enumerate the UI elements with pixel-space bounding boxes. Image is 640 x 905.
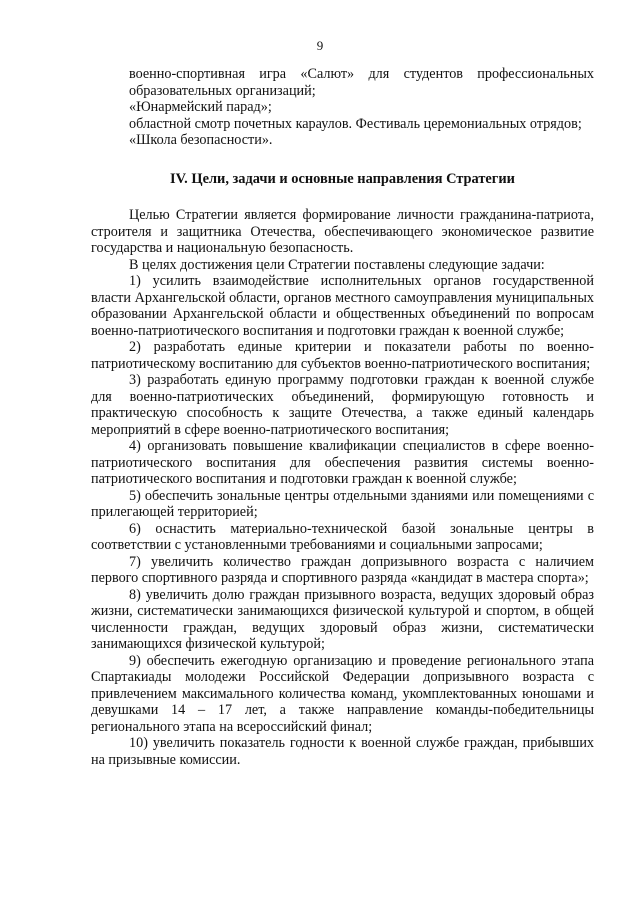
item-number: 6) xyxy=(129,520,141,537)
item-number: 3) xyxy=(129,372,141,388)
item-number: 7) xyxy=(129,553,141,570)
intro-line: областной смотр почетных караулов. Фестиваль церемониальных отрядов; xyxy=(129,115,582,132)
list-item xyxy=(91,339,594,372)
list-item xyxy=(91,273,594,339)
item-number: 1) xyxy=(129,273,141,289)
paragraph: В целях достижения цели Стратегии поставлены следующие задачи: xyxy=(129,256,545,273)
list-item xyxy=(91,587,594,653)
intro-line: «Юнармейский парад»; xyxy=(129,99,272,115)
item-text: увеличить долю граждан призывного возраста, ведущих здоровый образ жизни, систематически занимающихся физической культурой и спортом, в общей численности граждан, ведущих здоровый образ жизни, систематически занимающихся физической культурой; xyxy=(91,586,594,652)
item-text: оснастить материально-технической базой зональные центры в соответствии с установленными требованиями и социальными запросами; xyxy=(91,520,594,553)
item-text: усилить взаимодействие исполнительных органов государственной власти Архангельской области, органов местного самоуправления муниципальных образовании Архангельской области и общественных объединений по вопросам военно-патриотического воспитания и подготовки граждан к военной службе; xyxy=(91,273,594,339)
item-number: 8) xyxy=(129,586,141,603)
intro-line: «Школа безопасности». xyxy=(129,132,273,148)
list-item xyxy=(91,554,594,587)
intro-line: военно-спортивная игра «Салют» для студентов профессиональных образовательных организаций; xyxy=(129,66,594,99)
item-text: разработать единую программу подготовки граждан к военной службе для военно-патриотических объединений, формирующую готовность и практическую способность к защите Отечества, а также единый календарь мероприятий в сфере военно-патриотического воспитания; xyxy=(91,372,594,438)
list-item xyxy=(91,735,594,768)
item-number: 10) xyxy=(129,735,148,751)
item-text: обеспечить зональные центры отдельными зданиями или помещениями с прилегающей территорией; xyxy=(91,487,594,520)
list-item xyxy=(91,488,594,521)
list-item xyxy=(91,521,594,554)
page-number: 9 xyxy=(316,38,324,53)
list-item xyxy=(91,438,594,488)
item-text: увеличить количество граждан допризывного возраста с наличием первого спортивного разряда и спортивного разряда «кандидат в мастера спорта»; xyxy=(91,553,595,586)
item-text: увеличить показатель годности к военной службе граждан, прибывших на призывные комиссии. xyxy=(91,735,595,768)
item-text: обеспечить ежегодную организацию и проведение регионального этапа Спартакиады молодежи Российской Федерации допризывного возраста с привлечением максимального количества команд, укомплектованных юношами и девушками 14 – 17 лет, а также направление команды-победительницы регионального этапа на всероссийский финал; xyxy=(91,652,595,735)
tasks-list xyxy=(91,273,594,768)
item-number: 2) xyxy=(129,339,141,355)
item-number: 9) xyxy=(129,652,141,669)
paragraph: Целью Стратегии является формирование личности гражданина-патриота, строителя и защитника Отечества, обеспечивающего экономическое развитие государства и национальную безопасность. xyxy=(91,207,594,256)
item-number: 4) xyxy=(129,438,141,454)
list-item xyxy=(91,653,594,736)
document-body xyxy=(91,66,594,768)
item-text: организовать повышение квалификации специалистов в сфере военно-патриотического воспитания для обеспечения развития системы военно-патриотического воспитания и подготовки граждан к военной службе; xyxy=(91,438,594,487)
item-text: разработать единые критерии и показатели работы по военно-патриотическому воспитанию для субъектов военно-патриотического воспитания; xyxy=(91,339,595,372)
section-title: IV. Цели, задачи и основные направления Стратегии xyxy=(170,170,515,187)
list-item xyxy=(91,372,594,438)
intro-list xyxy=(91,66,594,149)
item-number: 5) xyxy=(129,487,141,504)
